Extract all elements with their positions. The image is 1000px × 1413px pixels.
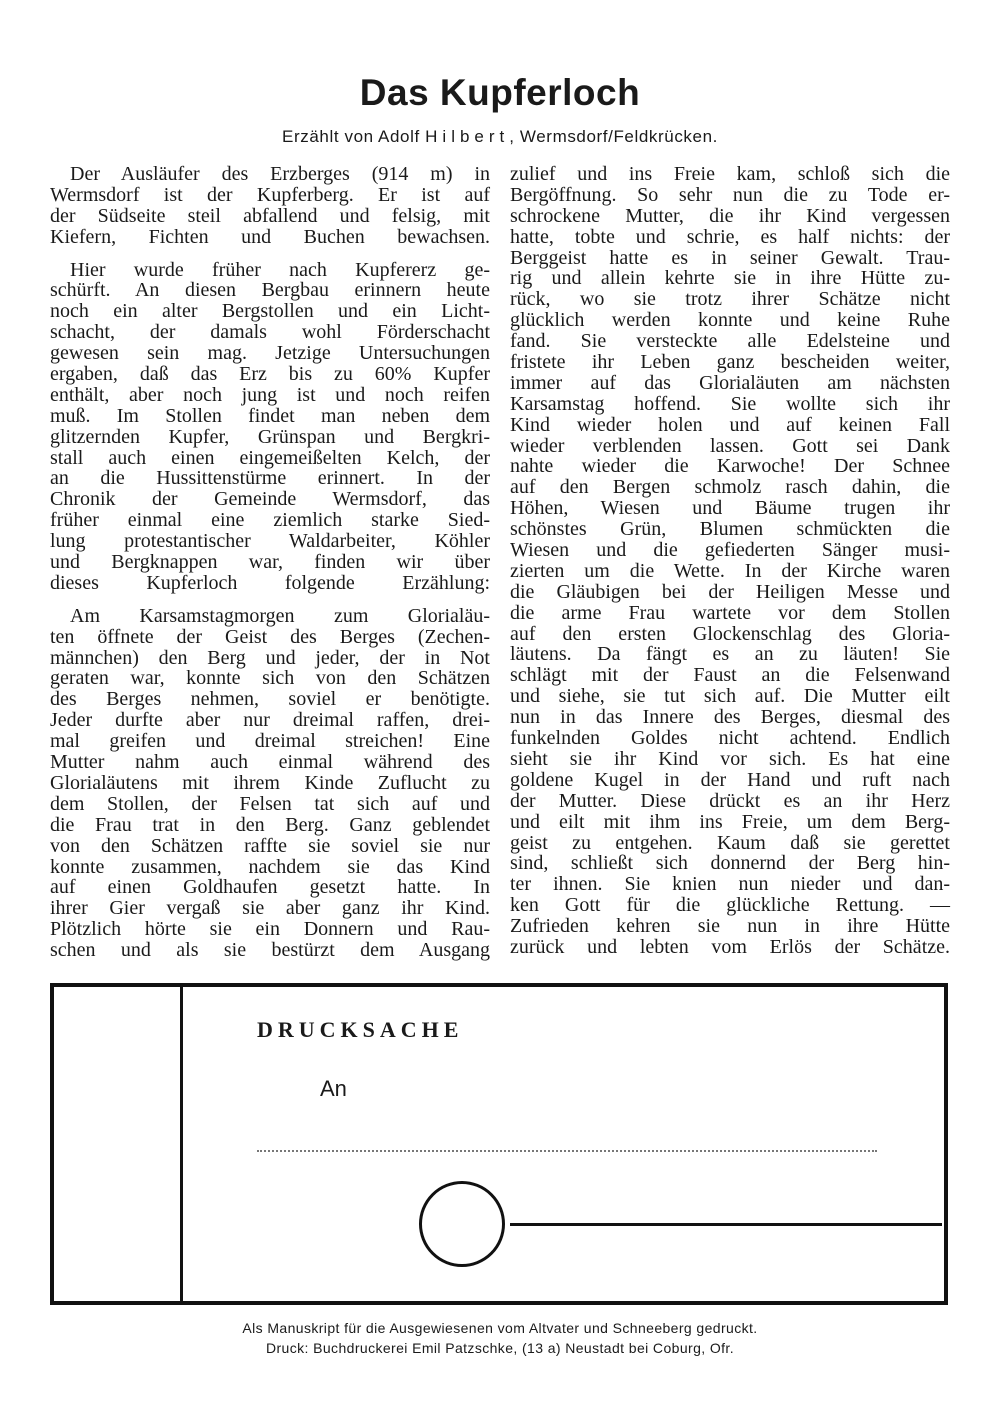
text-line: und eilt mit ihm ins Freie, um dem Berg- (510, 810, 950, 833)
text-line: Hier wurde früher nach Kupfererz ge- (70, 258, 490, 281)
text-line: Chronik der Gemeinde Wermsdorf, das (50, 488, 490, 511)
address-underline (510, 1223, 942, 1226)
text-line: die arme Frau wartete vor dem Stollen (510, 601, 950, 624)
paragraph (50, 164, 490, 248)
text-line: hatte, tobte und schrie, es half nichts: der (510, 225, 950, 248)
text-line: die Gläubigen bei der Heiligen Messe und (510, 580, 950, 603)
text-line: dieses Kupferloch folgende Erzählung: (50, 571, 490, 594)
text-line: Wermsdorf ist der Kupferberg. Er ist auf (50, 183, 490, 206)
article-title: Das Kupferloch (359, 72, 641, 113)
text-line: nahte wieder die Karwoche! Der Schnee (510, 455, 950, 478)
text-line: geraten war, konnte sich von den Schätzen (50, 667, 490, 690)
text-line: ihrer Gier vergaß sie aber ganz ihr Kind. (50, 897, 490, 920)
text-line: ter ihnen. Sie knien nun nieder und dan- (510, 873, 950, 896)
text-line: muß. Im Stollen findet man neben dem (50, 404, 490, 427)
text-line: die Frau trat in den Berg. Ganz geblendet (50, 813, 490, 836)
text-line: konnte zusammen, nachdem sie das Kind (50, 855, 490, 878)
author-name: Hilbert (425, 127, 510, 146)
paragraph (50, 606, 490, 961)
text-line: goldene Kugel in der Hand und ruft nach (510, 768, 950, 791)
address-dotted-line (257, 1150, 877, 1152)
text-line: ken Gott für die glückliche Rettung. — (510, 894, 950, 917)
addressee-label: An (320, 1076, 347, 1101)
text-line: schönstes Grün, Blumen schmückten die (510, 518, 950, 541)
text-line: Am Karsamstagmorgen zum Glorialäu- (70, 604, 490, 627)
text-line: glitzernden Kupfer, Grünspan und Bergkri- (50, 425, 490, 448)
text-line: von den Schätzen raffte sie soviel sie nur (50, 834, 490, 857)
text-line: des Berges nehmen, soviel er benötigte. (50, 688, 490, 711)
paragraph (510, 164, 950, 958)
text-line: schürft. An diesen Bergbau erinnern heute (50, 279, 490, 302)
text-line: der Südseite steil abfallend und felsig, mit (50, 204, 490, 227)
text-line: und Bergknappen war, finden wir über (50, 551, 490, 574)
text-line: glücklich werden konnte und keine Ruhe (510, 309, 950, 332)
text-line: geist zu entgehen. Kaum daß sie gerettet (510, 831, 950, 854)
text-line: noch ein alter Bergstollen und ein Licht- (50, 300, 490, 323)
text-line: lung protestantischer Waldarbeiter, Köhler (50, 530, 490, 553)
text-line: schacht, der damals wohl Förderschacht (50, 321, 490, 344)
text-line: Bergöffnung. So sehr nun die zu Tode er- (510, 183, 950, 206)
text-line: Zufrieden kehren sie nun in ihre Hütte (510, 915, 950, 938)
text-line: schlägt mit der Faust an die Felsenwand (510, 664, 950, 687)
text-line: Höhen, Wiesen und Bäume trugen ihr (510, 497, 950, 520)
text-line: läutens. Da fängt es an zu läuten! Sie (510, 643, 950, 666)
text-line: Mutter nahm auch einmal während des (50, 751, 490, 774)
printed-matter-label: DRUCKSACHE (257, 1017, 464, 1042)
text-line: stall auch einen eingemeißelten Kelch, der (50, 446, 490, 469)
text-line: fristete ihr Leben ganz bescheiden weiter, (510, 351, 950, 374)
text-line: Plötzlich hörte sie ein Donnern und Rau- (50, 918, 490, 941)
stamp-area-divider (180, 987, 183, 1301)
text-line: ergaben, daß das Erz bis zu 60% Kupfer (50, 363, 490, 386)
text-line: auf einen Goldhaufen gesetzt hatte. In (50, 876, 490, 899)
text-line: Berggeist hatte es in seiner Gewalt. Trau- (510, 246, 950, 269)
text-line: rück, wo sie trotz ihrer Schätze nicht (510, 288, 950, 311)
postmark-circle (419, 1181, 505, 1267)
right-text-column (510, 164, 950, 970)
text-line: fand. Sie versteckte alle Edelsteine und (510, 330, 950, 353)
footer-manuscript-note: Als Manuskript für die Ausgewiesenen vom Altvater und Schneeberg gedruckt. (242, 1320, 758, 1336)
text-line: Jeder durfte aber nur dreimal raffen, drei- (50, 709, 490, 732)
paragraph (50, 260, 490, 594)
byline-suffix: , Wermsdorf/Feldkrücken. (509, 127, 718, 146)
text-line: und siehe, sie tut sich auf. Die Mutter eilt (510, 685, 950, 708)
text-line: der Mutter. Diese drückt es an ihr Herz (510, 789, 950, 812)
text-line: funkelnden Goldes nicht achtend. Endlich (510, 727, 950, 750)
text-line: sieht sie ihr Kind vor sich. Es hat eine (510, 747, 950, 770)
text-line: früher einmal eine ziemlich starke Sied- (50, 509, 490, 532)
text-line: schrockene Mutter, die ihr Kind vergessen (510, 204, 950, 227)
text-line: enthält, aber noch jung ist und noch reifen (50, 383, 490, 406)
text-line: auf den ersten Glockenschlag des Gloria- (510, 622, 950, 645)
text-line: männchen) den Berg und jeder, der in Not (50, 646, 490, 669)
text-line: mal greifen und dreimal streichen! Eine (50, 730, 490, 753)
text-line: Glorialäutens mit ihrem Kinde Zuflucht zu (50, 771, 490, 794)
text-line: Der Ausläufer des Erzberges (914 m) in (70, 163, 490, 185)
left-text-column (50, 164, 490, 973)
footer-printer-note: Druck: Buchdruckerei Emil Patzschke, (13 a) Neustadt bei Coburg, Ofr. (265, 1340, 734, 1356)
text-line: auf den Bergen schmolz rasch dahin, die (510, 476, 950, 499)
text-line: zierten um die Wette. In der Kirche waren (510, 559, 950, 582)
text-line: dem Stollen, der Felsen tat sich auf und (50, 792, 490, 815)
text-line: gewesen sein mag. Jetzige Untersuchungen (50, 342, 490, 365)
text-line: zurück und lebten vom Erlös der Schätze. (510, 935, 950, 958)
text-line: schen und als sie bestürzt dem Ausgang (50, 939, 490, 962)
text-line: an die Hussittenstürme erinnert. In der (50, 467, 490, 490)
text-line: rig und allein kehrte sie in ihre Hütte zu- (510, 267, 950, 290)
text-line: ten öffnete der Geist des Berges (Zechen- (50, 625, 490, 648)
article-byline (0, 127, 1000, 147)
text-line: Karsamstag hoffend. Sie wollte sich ihr (510, 392, 950, 415)
text-line: zulief und ins Freie kam, schloß sich die (510, 163, 950, 185)
text-line: Kiefern, Fichten und Buchen bewachsen. (50, 225, 490, 248)
text-line: immer auf das Glorialäuten am nächsten (510, 371, 950, 394)
address-box (50, 983, 948, 1305)
byline-prefix: Erzählt von Adolf (282, 127, 426, 146)
text-line: Kind wieder holen und auf keinen Fall (510, 413, 950, 436)
text-line: sind, schließt sich donnernd der Berg hin- (510, 852, 950, 875)
text-line: wieder verblenden lassen. Gott sei Dank (510, 434, 950, 457)
text-line: nun in das Innere des Berges, diesmal des (510, 706, 950, 729)
text-line: Wiesen und die gefiederten Sänger musi- (510, 539, 950, 562)
